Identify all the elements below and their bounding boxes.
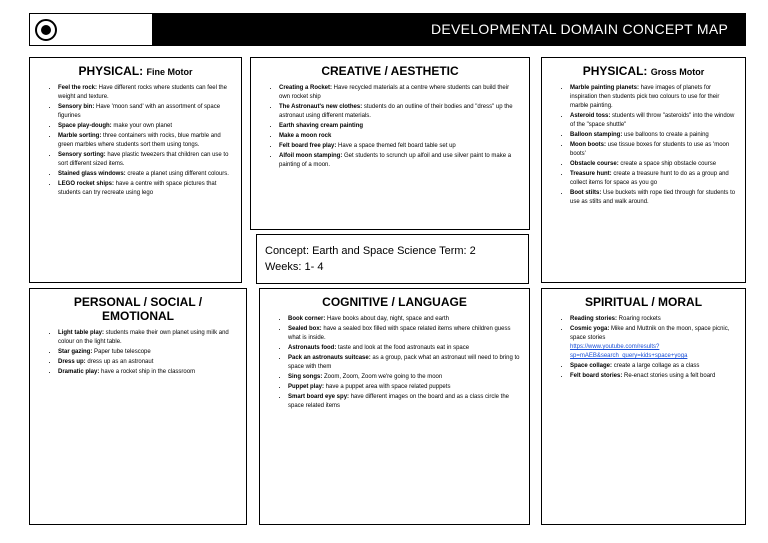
activity-description: make your own planet <box>111 123 173 129</box>
activity-label: Stained glass windows: <box>58 171 126 177</box>
box-title-main: PHYSICAL: <box>582 64 648 78</box>
activity-description: as a group, pack what an astronaut will need to bring to space with them <box>288 355 520 370</box>
box-title-sub: Gross Motor <box>650 67 705 77</box>
activity-item <box>58 132 233 150</box>
activity-label: Creating a Rocket: <box>279 85 333 91</box>
activity-label: Dramatic play: <box>58 369 100 375</box>
activity-label: Balloon stamping: <box>570 132 623 138</box>
activity-item <box>58 122 233 131</box>
activity-item <box>58 103 233 121</box>
activity-description: create a space ship obstacle course <box>618 161 717 167</box>
logo-line-3: AUSTRALIA <box>62 36 112 42</box>
activity-item <box>58 368 238 377</box>
activity-description: Have books about day, night, space and earth <box>325 316 449 322</box>
activity-label: Space collage: <box>570 363 613 369</box>
activity-item <box>279 142 521 151</box>
activity-label: Space play-dough: <box>58 123 112 129</box>
activity-description: create a planet using different colours. <box>125 171 229 177</box>
activity-item <box>570 170 737 188</box>
activity-description: students will throw "asteroids" into the window of the "space shuttle" <box>570 113 735 128</box>
cognitive-language-box <box>259 288 530 525</box>
activity-label: Asteroid toss: <box>570 113 611 119</box>
activity-item <box>58 180 233 198</box>
activity-label: Make a moon rock <box>279 133 332 139</box>
activity-item <box>279 84 521 102</box>
activity-label: Smart board eye spy: <box>288 394 350 400</box>
concept-box <box>256 234 529 284</box>
activity-label: Sensory sorting: <box>58 152 106 158</box>
activity-item <box>58 170 233 179</box>
logo-line-2: NOTRE DAME <box>62 23 145 38</box>
activity-list <box>259 84 521 170</box>
activity-item <box>570 131 737 140</box>
activity-item <box>58 358 238 367</box>
activity-description: Have a space themed felt board table set up <box>336 143 456 149</box>
physical-fine-motor-box <box>29 57 242 283</box>
activity-item <box>288 373 521 382</box>
activity-description: Mike and Muttnik on the moon, space picnic, space stories <box>570 326 730 341</box>
activity-item <box>570 84 737 111</box>
youtube-link[interactable]: https://www.youtube.com/results?sp=mAEB&search_query=kids+space+yoga <box>570 344 688 359</box>
box-title-main: PHYSICAL: <box>78 64 144 78</box>
activity-list <box>38 329 238 377</box>
weeks-line: Weeks: 1- 4 <box>265 261 324 273</box>
activity-list <box>550 315 737 381</box>
physical-gross-motor-box <box>541 57 746 283</box>
activity-label: Earth shaving cream painting <box>279 123 364 129</box>
activity-label: LEGO rocket ships: <box>58 181 115 187</box>
activity-description: have a sealed box filled with space related items where children guess what is inside. <box>288 326 511 341</box>
activity-label: The Astronaut's new clothes: <box>279 104 363 110</box>
activity-item <box>570 189 737 207</box>
activity-label: Sealed box: <box>288 326 322 332</box>
creative-aesthetic-box <box>250 57 530 230</box>
activity-description: Roaring rockets <box>617 316 661 322</box>
activity-item <box>288 344 521 353</box>
activity-label: Sensory bin: <box>58 104 95 110</box>
box-title <box>38 64 233 78</box>
university-logo <box>29 13 153 46</box>
activity-list <box>268 315 521 411</box>
activity-description: have a centre with space pictures that students can try recreate using lego <box>58 181 217 196</box>
activity-list <box>38 84 233 198</box>
activity-item <box>570 141 737 159</box>
activity-description: students make their own planet using milk and colour on the light table. <box>58 330 229 345</box>
activity-item <box>288 383 521 392</box>
activity-item <box>279 132 521 141</box>
activity-label: Alfoil moon stamping: <box>279 153 343 159</box>
activity-item <box>288 354 521 372</box>
activity-item <box>570 372 737 381</box>
activity-label: Pack an astronauts suitcase: <box>288 355 371 361</box>
activity-label: Obstacle course: <box>570 161 619 167</box>
activity-description: Have different rocks where students can feel the weight and texture. <box>58 85 227 100</box>
activity-description: have different images on the board and as a class circle the space related items <box>288 394 510 409</box>
activity-description: dress up as an astronaut <box>85 359 154 365</box>
box-title: COGNITIVE / LANGUAGE <box>322 295 467 309</box>
activity-label: Marble sorting: <box>58 133 102 139</box>
page-title: DEVELOPMENTAL DOMAIN CONCEPT MAP <box>431 21 729 37</box>
activity-item <box>58 329 238 347</box>
activity-label: Boot stilts: <box>570 190 602 196</box>
activity-item <box>279 122 521 131</box>
spiritual-moral-box <box>541 288 746 525</box>
activity-description: use balloons to create a paining <box>622 132 709 138</box>
activity-description: Have 'moon sand' with an assortment of space figurines <box>58 104 221 119</box>
box-title: SPIRITUAL / MORAL <box>584 295 703 309</box>
box-title <box>550 64 737 78</box>
activity-description: Use buckets with rope tied through for students to use as stilts and walk around. <box>570 190 736 205</box>
activity-label: Book corner: <box>288 316 326 322</box>
activity-description: students do an outline of their bodies and "dress" up the astronaut using different materials. <box>279 104 513 119</box>
activity-item <box>279 103 521 121</box>
activity-item <box>570 325 737 361</box>
activity-label: Puppet play: <box>288 384 325 390</box>
activity-label: Marble painting planets: <box>570 85 640 91</box>
personal-social-emotional-box <box>29 288 247 525</box>
box-title: CREATIVE / AESTHETIC <box>321 64 459 78</box>
activity-label: Dress up: <box>58 359 86 365</box>
activity-description: create a large collage as a class <box>612 363 700 369</box>
activity-item <box>570 362 737 371</box>
activity-label: Cosmic yoga: <box>570 326 610 332</box>
activity-label: Star gazing: <box>58 349 93 355</box>
activity-label: Felt board stories: <box>570 373 623 379</box>
activity-description: have plastic tweezers that children can use to sort different sized items. <box>58 152 229 167</box>
activity-description: taste and look at the food astronauts eat in space <box>336 345 470 351</box>
activity-description: three containers with rocks, blue marble and green marbles where students sort them using tongs. <box>58 133 221 148</box>
activity-label: Sing songs: <box>288 374 323 380</box>
activity-description: use tissue boxes for students to use as 'moon boots' <box>570 142 730 157</box>
activity-description: Paper tube telescope <box>92 349 151 355</box>
activity-item <box>570 160 737 169</box>
activity-description: have a puppet area with space related puppets <box>324 384 451 390</box>
activity-label: Light table play: <box>58 330 105 336</box>
activity-item <box>58 151 233 169</box>
activity-description: Have recycled materials at a centre where students can build their own rocket ship <box>279 85 510 100</box>
activity-item <box>288 393 521 411</box>
box-title: PERSONAL / SOCIAL / EMOTIONAL <box>73 295 203 323</box>
activity-item <box>288 315 521 324</box>
activity-item <box>570 315 737 324</box>
activity-label: Feel the rock: <box>58 85 98 91</box>
activity-label: Felt board free play: <box>279 143 337 149</box>
activity-description: Get students to scrunch up alfoil and use silver paint to make a painting of a moon. <box>279 153 512 168</box>
activity-item <box>288 325 521 343</box>
activity-description: Zoom, Zoom, Zoom we're going to the moon <box>322 374 443 380</box>
activity-label: Astronauts food: <box>288 345 337 351</box>
activity-item <box>279 152 521 170</box>
activity-item <box>58 84 233 102</box>
university-seal-icon <box>35 19 57 41</box>
logo-line-1: THE UNIVERSITY OF <box>62 17 129 24</box>
activity-label: Treasure hunt: <box>570 171 612 177</box>
activity-description: have a rocket ship in the classroom <box>99 369 196 375</box>
concept-line: Concept: Earth and Space Science Term: 2 <box>265 245 476 257</box>
box-title-sub: Fine Motor <box>146 67 193 77</box>
activity-list <box>550 84 737 207</box>
page-header <box>29 13 746 46</box>
activity-label: Moon boots: <box>570 142 606 148</box>
activity-description: create a treasure hunt to do as a group and collect items for space as you go <box>570 171 729 186</box>
activity-item <box>570 112 737 130</box>
activity-label: Reading stories: <box>570 316 618 322</box>
activity-item <box>58 348 238 357</box>
activity-description: have images of planets for inspiration then students pick two colours to use for their marble painting. <box>570 85 720 109</box>
activity-description: Re-enact stories using a felt board <box>622 373 716 379</box>
